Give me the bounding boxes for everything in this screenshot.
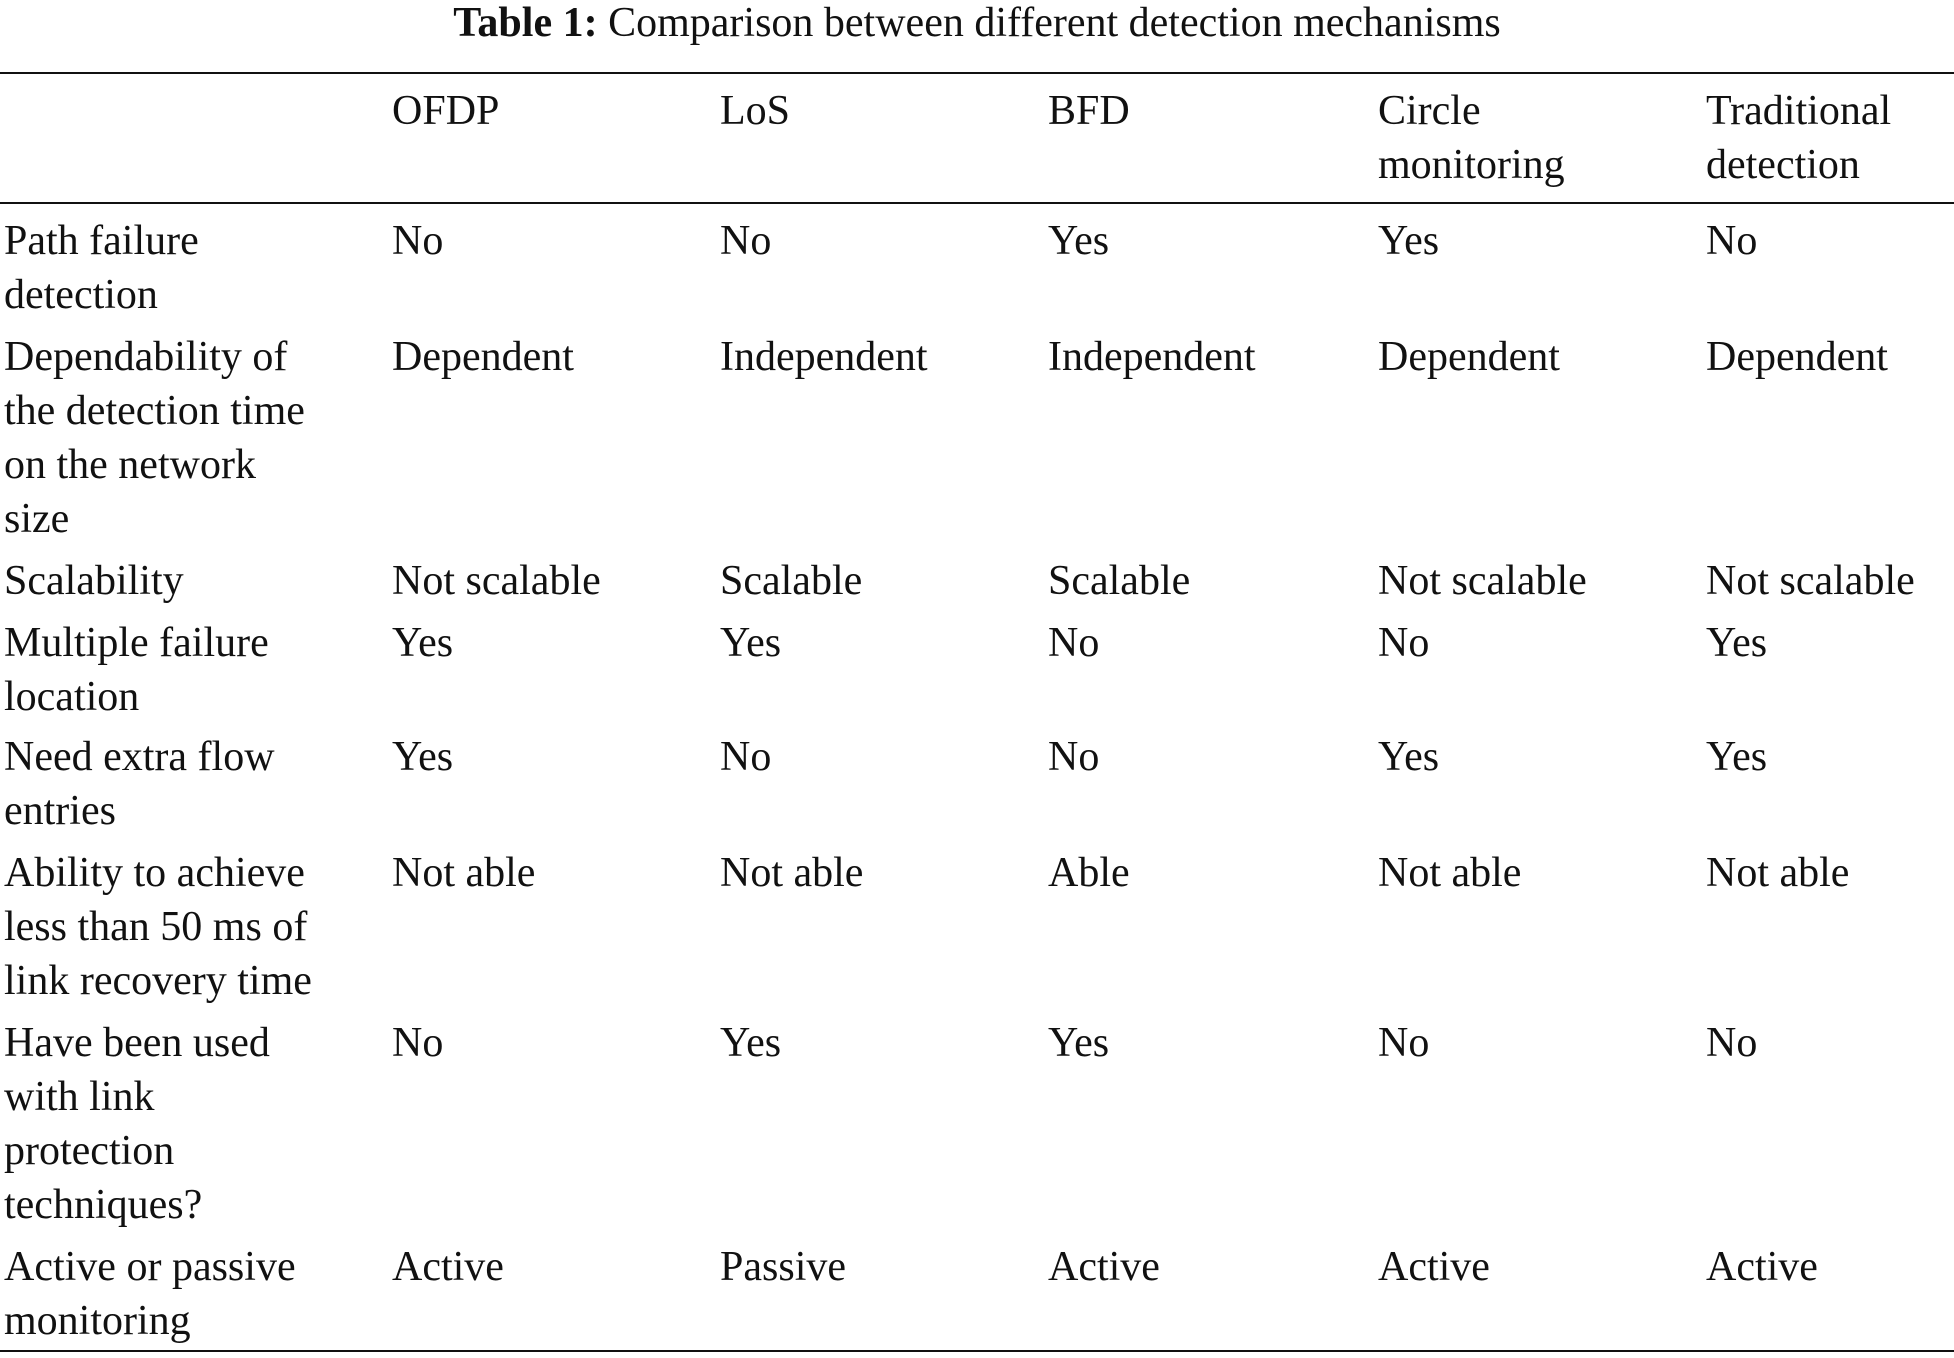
column-header-traditional-detection: Traditional detection <box>1706 88 1892 188</box>
table-cell: Able <box>1048 850 1130 896</box>
row-label-dependability: Dependability of the detection time on the network size <box>4 334 305 542</box>
table-cell: Yes <box>1048 1020 1110 1066</box>
table-cell: No <box>1706 218 1758 264</box>
table-cell: Dependent <box>1706 334 1888 380</box>
table-cell: Not scalable <box>392 558 601 604</box>
table-cell: Scalable <box>720 558 863 604</box>
table-cell: Yes <box>392 734 454 780</box>
table-cell: Dependent <box>392 334 574 380</box>
table-cell: Not able <box>392 850 536 896</box>
table-cell: Yes <box>1378 734 1440 780</box>
table-cell: Active <box>1378 1244 1490 1290</box>
top-rule <box>0 72 1954 74</box>
table-cell: Independent <box>720 334 928 380</box>
table-cell: Dependent <box>1378 334 1560 380</box>
table-cell: Yes <box>1706 734 1768 780</box>
table-cell: Not scalable <box>1378 558 1587 604</box>
column-header-circle-monitoring: Circle monitoring <box>1378 88 1565 188</box>
table-cell: Not scalable <box>1706 558 1915 604</box>
table-cell: Yes <box>1706 620 1768 666</box>
row-label-link-protection: Have been used with link protection techniques? <box>4 1020 270 1228</box>
table-cell: No <box>1706 1020 1758 1066</box>
table-cell: Yes <box>1378 218 1440 264</box>
column-header-los: LoS <box>720 88 791 134</box>
row-label-ability-to-achieve: Ability to achieve less than 50 ms of link recovery time <box>4 850 312 1004</box>
table-cell: Active <box>392 1244 504 1290</box>
table-cell: No <box>1378 620 1430 666</box>
table-cell: Independent <box>1048 334 1256 380</box>
table-caption <box>0 0 1954 60</box>
table-cell: No <box>720 218 772 264</box>
column-header-ofdp: OFDP <box>392 88 500 134</box>
column-header-bfd: BFD <box>1048 88 1130 134</box>
table-cell: Active <box>1048 1244 1160 1290</box>
table-cell: No <box>392 1020 444 1066</box>
table-cell: No <box>1048 620 1100 666</box>
table-cell: Not able <box>1378 850 1522 896</box>
table-cell: No <box>720 734 772 780</box>
table-caption-text: Comparison between different detection mechanisms <box>608 0 1501 46</box>
row-label-path-failure-detection: Path failure detection <box>4 218 199 318</box>
table-cell: Active <box>1706 1244 1818 1290</box>
bottom-rule <box>0 1350 1954 1352</box>
table-cell: Passive <box>720 1244 846 1290</box>
table-cell: Not able <box>1706 850 1850 896</box>
table-cell: No <box>392 218 444 264</box>
table-caption-label: Table 1: <box>453 0 598 46</box>
table-cell: Scalable <box>1048 558 1191 604</box>
table-cell: No <box>1048 734 1100 780</box>
table-cell: Yes <box>720 620 782 666</box>
table-cell: Yes <box>1048 218 1110 264</box>
table-cell: Yes <box>720 1020 782 1066</box>
row-label-multiple-failure-location: Multiple failure location <box>4 620 269 720</box>
header-rule <box>0 202 1954 204</box>
table-cell: No <box>1378 1020 1430 1066</box>
row-label-scalability: Scalability <box>4 558 184 604</box>
table-cell: Not able <box>720 850 864 896</box>
row-label-active-or-passive-monitoring: Active or passive monitoring <box>4 1244 296 1344</box>
row-label-need-extra-flow-entries: Need extra flow entries <box>4 734 275 834</box>
table-cell: Yes <box>392 620 454 666</box>
